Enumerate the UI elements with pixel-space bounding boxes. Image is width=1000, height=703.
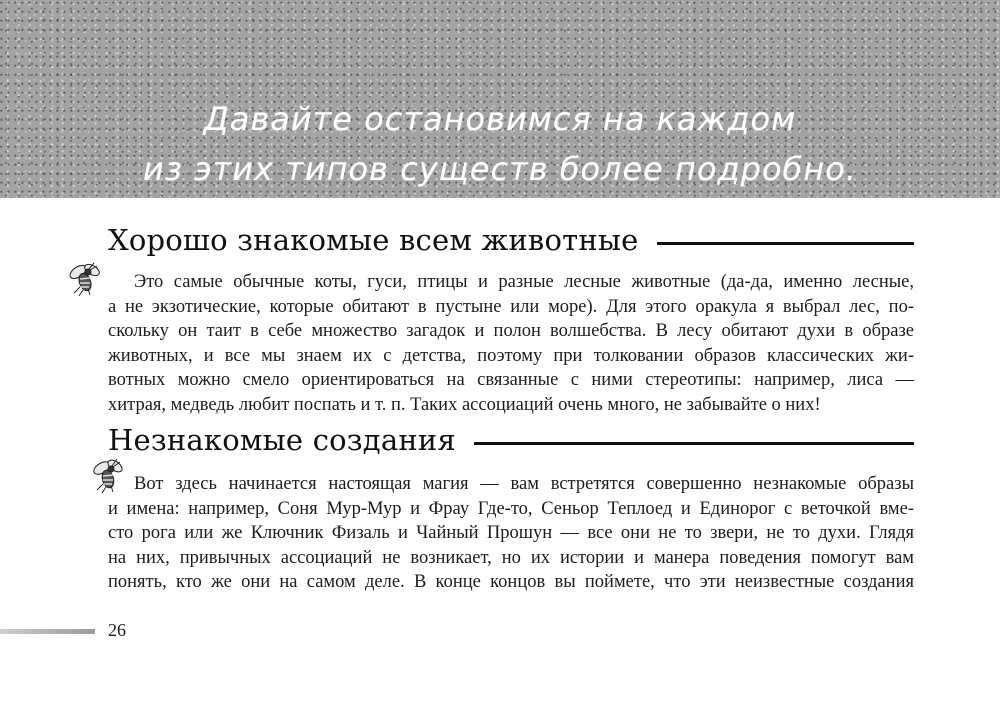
heading-rule <box>657 242 914 245</box>
paragraph-unknown-creatures <box>108 472 914 595</box>
heading-rule <box>474 442 914 445</box>
page-number: 26 <box>108 620 126 640</box>
section-heading-familiar-animals <box>108 218 914 262</box>
text-line: скольку он таит в себе множество загадок и полон волшебства. В лесу обитают духи в образе <box>108 321 914 341</box>
text-line: понять, кто же они на самом деле. В конце концов вы поймете, что эти неизвестные создания <box>108 572 914 592</box>
text-line: Это самые обычные коты, гуси, птицы и разные лесные животные (да-да, именно лесные, <box>134 272 914 292</box>
banner-line: из этих типов существ более подробно. <box>143 150 857 188</box>
text-line: Вот здесь начинается настоящая магия — вам встретятся совершенно незнакомые образы <box>134 474 914 494</box>
section-heading-unknown-creatures <box>108 418 914 462</box>
banner-line: Давайте остановимся на каждом <box>203 100 797 138</box>
paragraph-familiar-animals <box>108 270 914 417</box>
section-title: Хорошо знакомые всем животные <box>108 223 639 257</box>
text-line: хитрая, медведь любит поспать и т. п. Таких ассоциаций очень много, не забывайте о них! <box>108 394 821 415</box>
text-line: вотных можно смело ориентироваться на связанные с ними стереотипы: например, лиса — <box>108 370 914 390</box>
banner-caption <box>0 94 1000 194</box>
text-line: и имена: например, Соня Мур-Мур и Фрау Где-то, Сеньор Теплоед и Единорог с веточкой вме- <box>108 498 914 519</box>
section-title: Незнакомые создания <box>108 423 456 457</box>
text-line: на них, привычных ассоциаций не возникает, но их истории и манера поведения помогут вам <box>108 547 914 568</box>
footer-rule <box>0 629 95 634</box>
bee-icon <box>64 258 104 298</box>
text-line: сто рога или же Ключник Физаль и Чайный Прошун — все они не то звери, не то духи. Глядя <box>108 523 914 543</box>
text-line: а не экзотические, которые обитают в пустыне или море). Для этого оракула я выбрал лес, по- <box>108 296 914 317</box>
text-line: животных, и все мы знаем их с детства, поэтому при толковании образов классических жи- <box>108 345 914 366</box>
header-banner <box>0 0 1000 198</box>
